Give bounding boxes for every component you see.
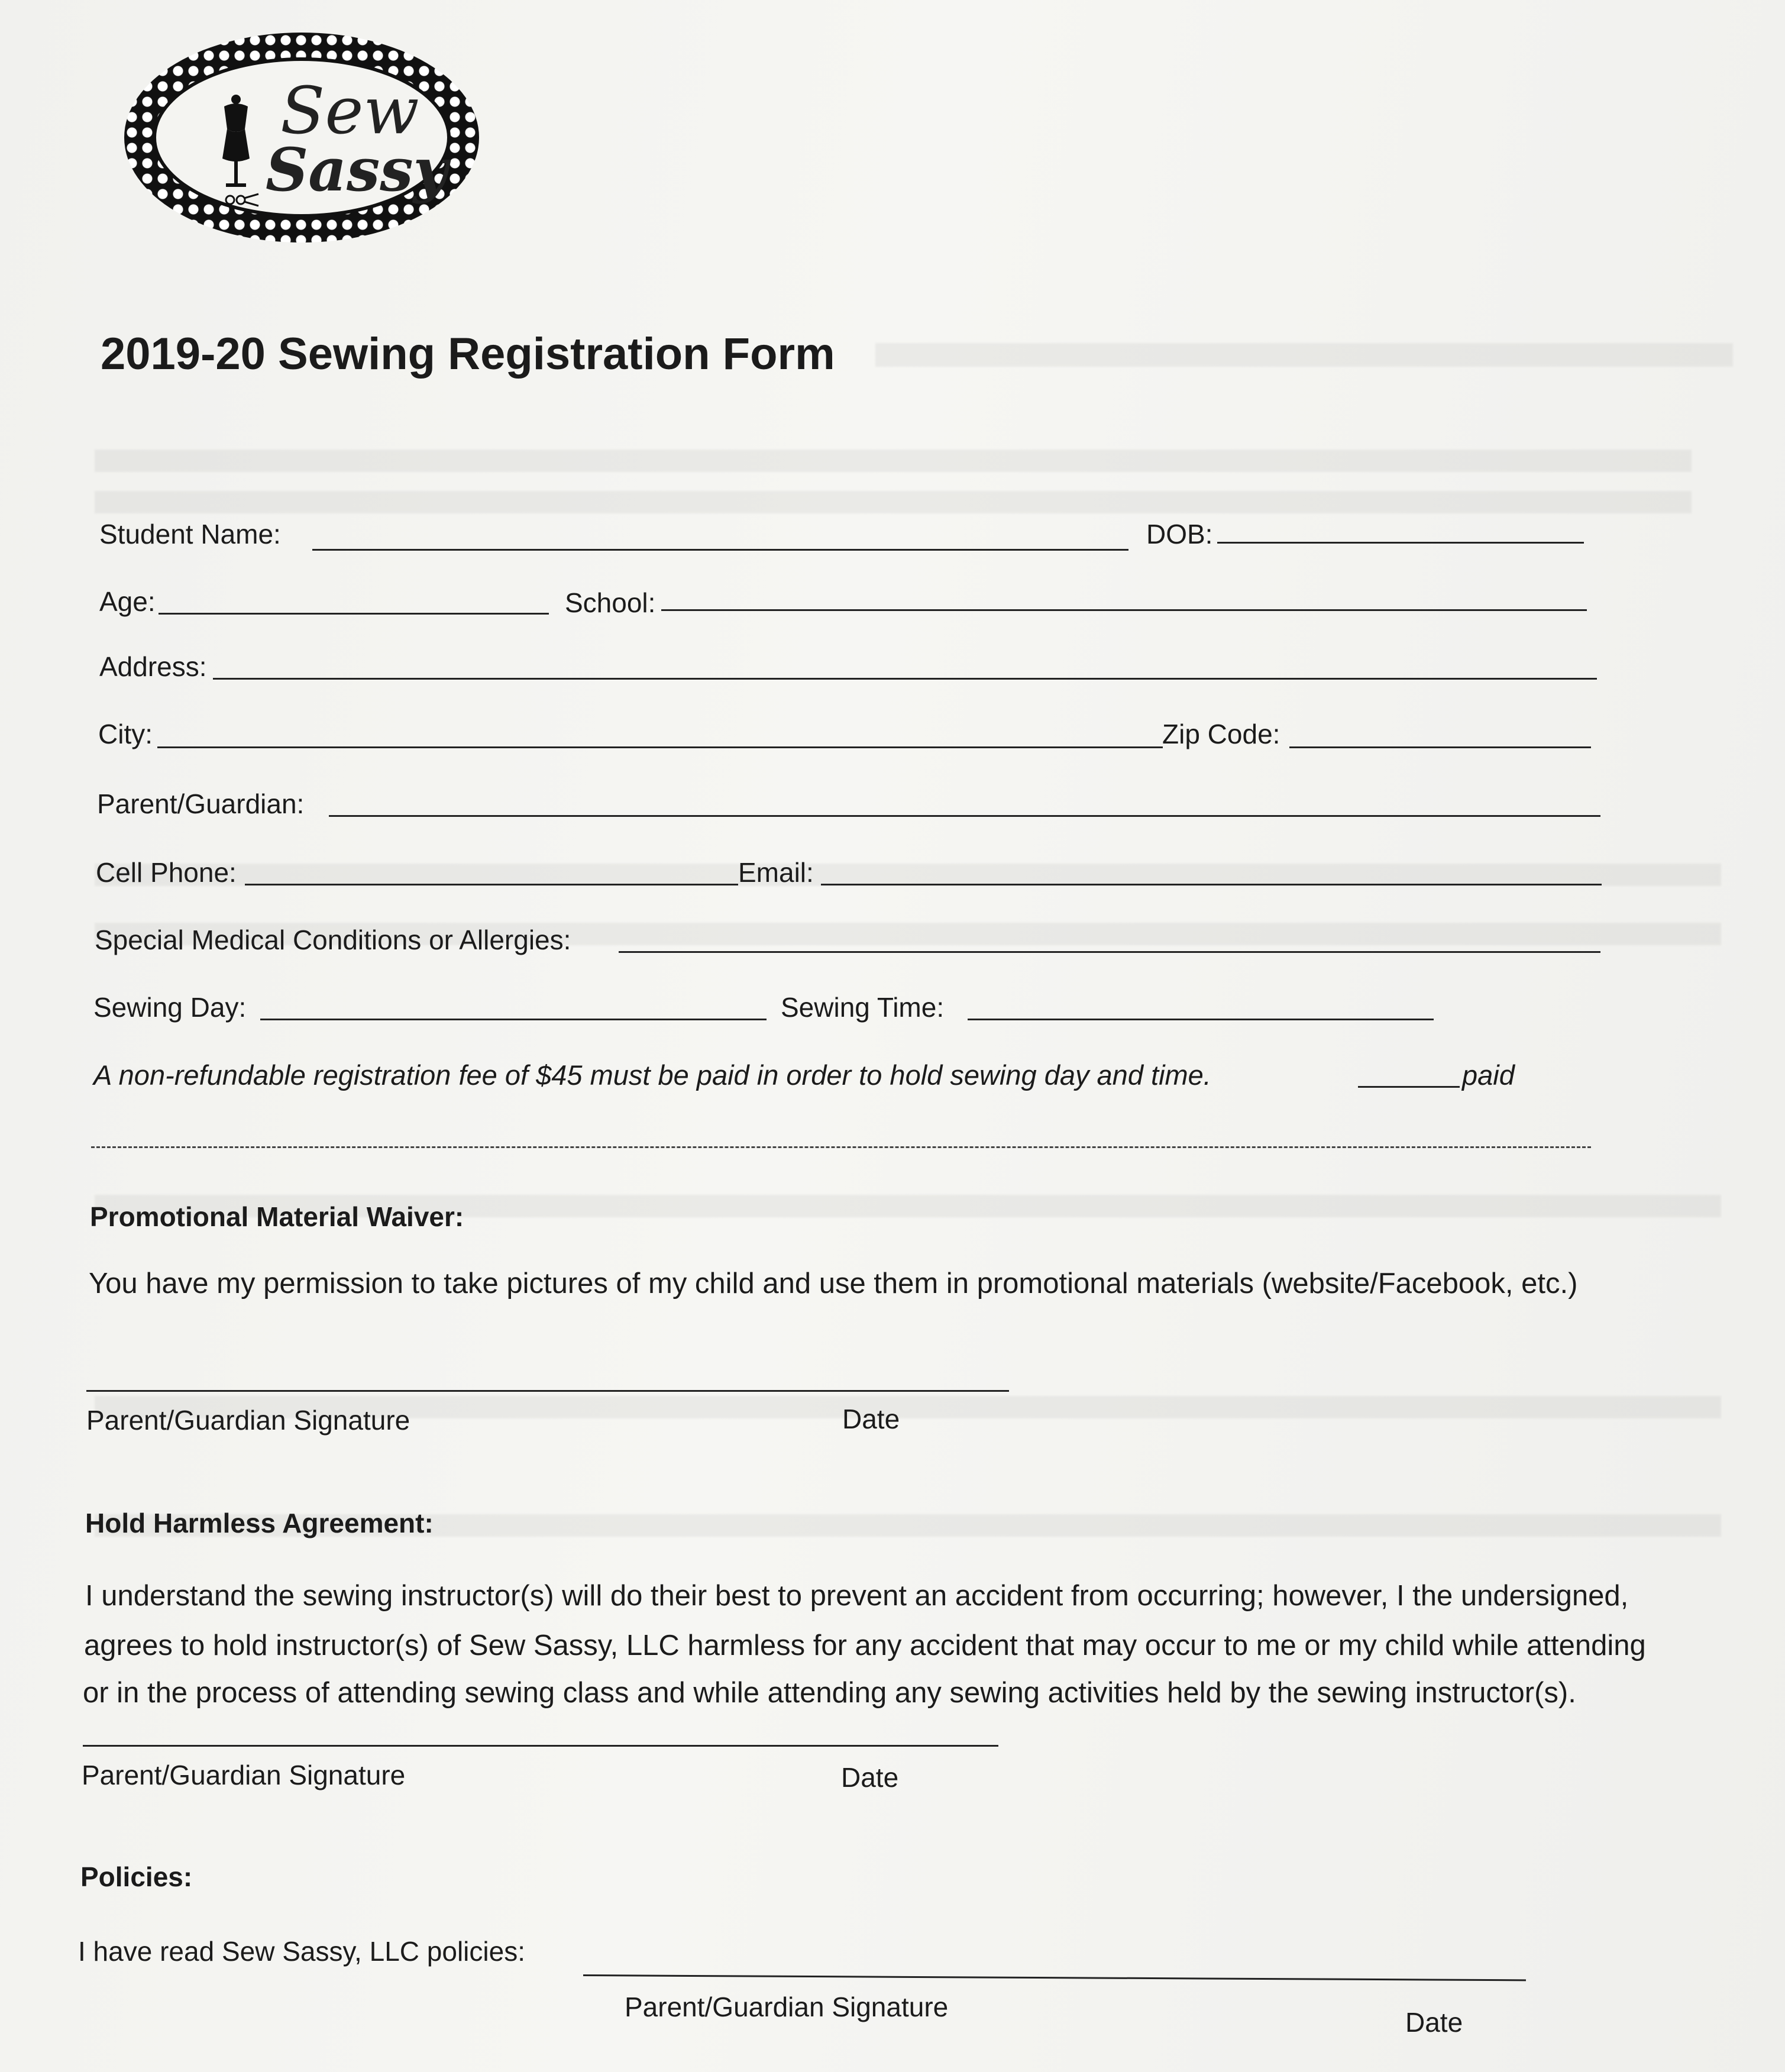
city-label: City: — [98, 719, 153, 749]
promo-date-label: Date — [842, 1404, 900, 1434]
address-field[interactable] — [213, 678, 1597, 680]
promo-waiver-text: You have my permission to take pictures of my child and use them in promotional materials (website/Facebook, etc.) — [89, 1268, 1578, 1300]
paid-label: paid — [1462, 1059, 1515, 1091]
hold-harmless-line-2: agrees to hold instructor(s) of Sew Sassy, LLC harmless for any accident that may occur to me or my child while attending — [84, 1630, 1646, 1662]
registration-fee-note: A non-refundable registration fee of $45 must be paid in order to hold sewing day and time. — [93, 1059, 1211, 1091]
promo-signature-field[interactable] — [86, 1390, 1009, 1392]
sewing-day-label: Sewing Day: — [93, 992, 247, 1023]
logo-word-sew: Sew — [280, 73, 419, 148]
sewing-day-field[interactable] — [260, 1019, 767, 1020]
hold-harmless-signature-label: Parent/Guardian Signature — [82, 1760, 406, 1790]
medical-conditions-field[interactable] — [619, 951, 1600, 953]
address-label: Address: — [99, 651, 207, 682]
section-divider — [91, 1146, 1591, 1148]
age-label: Age: — [99, 586, 156, 617]
policies-date-label: Date — [1405, 2007, 1463, 2038]
sewing-time-field[interactable] — [968, 1019, 1434, 1020]
cell-phone-label: Cell Phone: — [96, 857, 237, 888]
paid-field[interactable] — [1358, 1086, 1460, 1088]
email-label: Email: — [738, 857, 814, 888]
logo-word-sassy: Sassy — [266, 135, 448, 205]
medical-conditions-label: Special Medical Conditions or Allergies: — [95, 925, 571, 955]
hold-harmless-heading: Hold Harmless Agreement: — [85, 1508, 434, 1538]
promo-waiver-heading: Promotional Material Waiver: — [90, 1201, 464, 1232]
scissors-icon — [224, 191, 260, 209]
school-label: School: — [565, 587, 656, 618]
parent-guardian-field[interactable] — [329, 815, 1600, 817]
school-field[interactable] — [661, 609, 1587, 611]
hold-harmless-line-1: I understand the sewing instructor(s) will do their best to prevent an accident from occurring; however, I the undersigned, — [85, 1580, 1629, 1612]
sewing-time-label: Sewing Time: — [781, 992, 945, 1023]
student-name-field[interactable] — [312, 549, 1128, 551]
dob-label: DOB: — [1146, 519, 1213, 549]
city-field[interactable] — [157, 746, 1163, 748]
promo-signature-label: Parent/Guardian Signature — [86, 1405, 410, 1436]
age-field[interactable] — [159, 613, 549, 615]
student-name-label: Student Name: — [99, 519, 281, 549]
zip-code-label: Zip Code: — [1162, 719, 1280, 749]
dob-field[interactable] — [1217, 542, 1584, 544]
policies-signature-label: Parent/Guardian Signature — [625, 1992, 949, 2022]
hold-harmless-date-label: Date — [841, 1762, 899, 1793]
cell-phone-field[interactable] — [245, 884, 738, 885]
form-title: 2019-20 Sewing Registration Form — [101, 329, 835, 379]
hold-harmless-signature-field[interactable] — [83, 1745, 998, 1747]
logo-center — [153, 57, 451, 218]
dress-form-icon — [215, 93, 257, 194]
policies-heading: Policies: — [80, 1861, 193, 1892]
parent-guardian-label: Parent/Guardian: — [97, 788, 305, 819]
policies-signature-field[interactable] — [583, 1974, 1526, 1981]
hold-harmless-line-3: or in the process of attending sewing class and while attending any sewing activities held by the sewing instructor(s). — [83, 1677, 1576, 1709]
sew-sassy-logo — [124, 33, 479, 243]
zip-code-field[interactable] — [1289, 746, 1591, 748]
email-field[interactable] — [821, 884, 1602, 885]
policies-statement: I have read Sew Sassy, LLC policies: — [78, 1936, 525, 1967]
